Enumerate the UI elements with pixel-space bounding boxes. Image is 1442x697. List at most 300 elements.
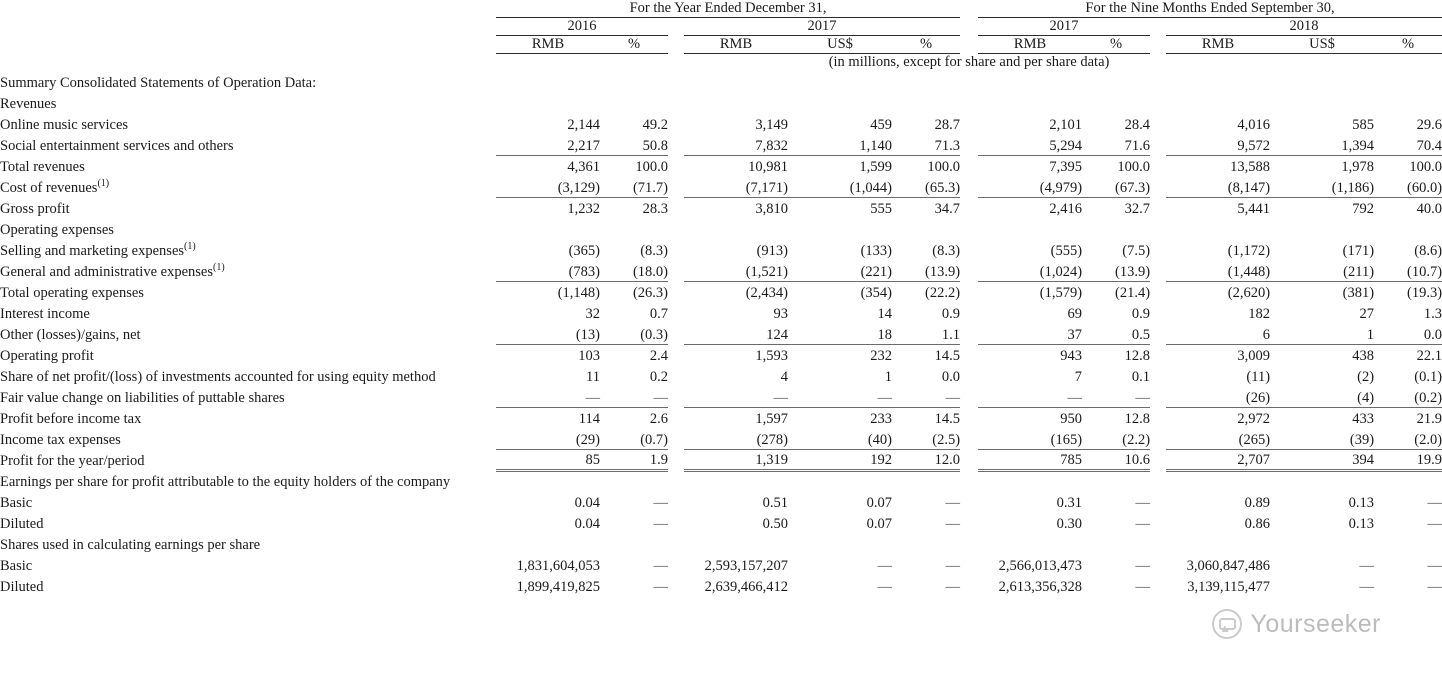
column-gap [960, 428, 978, 449]
cell-value [892, 218, 960, 239]
cell-value: 7 [1074, 369, 1083, 385]
column-gap [960, 281, 978, 302]
cell-value: 5,294 [978, 134, 1082, 155]
column-gap [1150, 302, 1166, 323]
table-row [0, 260, 1442, 281]
cell-value: 3,009 [1237, 348, 1271, 364]
cell-value: (1,024) [978, 260, 1082, 281]
row-label: Interest income [0, 306, 90, 322]
cell-value: 2,593,157,207 [704, 558, 788, 574]
cell-value: (2.5) [892, 428, 960, 449]
column-gap [960, 239, 978, 260]
cell-value: 71.3 [892, 134, 960, 155]
year-2016: 2016 [496, 18, 668, 36]
cell-value: (13) [496, 323, 600, 344]
cell-value: 22.1 [1416, 348, 1442, 364]
cell-value [1166, 218, 1270, 239]
row-label: Shares used in calculating earnings per share [0, 537, 261, 553]
cell-value: 1,899,419,825 [516, 579, 600, 595]
column-gap [668, 113, 684, 134]
cell-value: 3,149 [755, 117, 788, 133]
cell-value [496, 470, 600, 491]
column-gap [960, 365, 978, 386]
cell-value: (8.3) [932, 243, 961, 259]
table-row [0, 344, 1442, 365]
cell-value: — [1427, 516, 1442, 532]
cell-value [978, 218, 1082, 239]
cell-value: 0.0 [1374, 323, 1442, 344]
cell-value: (1,579) [1039, 285, 1083, 301]
cell-value: — [1359, 579, 1375, 595]
cell-value: — [600, 386, 668, 407]
cell-value: 114 [578, 411, 600, 427]
cell-value [1082, 218, 1150, 239]
cell-value: (21.4) [1114, 285, 1151, 301]
column-gap [1150, 386, 1166, 407]
cell-value: 103 [578, 348, 600, 364]
table-row [0, 134, 1442, 155]
cell-value: 0.07 [866, 516, 892, 532]
cell-value: 12.0 [892, 449, 960, 470]
cell-value [496, 218, 600, 239]
cell-value: 0.04 [574, 495, 600, 511]
cell-value: 100.0 [635, 159, 668, 175]
cell-value: 2,566,013,473 [998, 558, 1083, 574]
cell-value: 943 [1060, 348, 1083, 364]
cell-value: (0.7) [600, 428, 668, 449]
cell-value: (11) [1246, 369, 1271, 385]
column-gap [668, 281, 684, 302]
units-note: (in millions, except for share and per share data) [828, 54, 1110, 70]
cell-value: 14.5 [934, 348, 961, 364]
table-row [0, 92, 1442, 113]
cell-value: — [1359, 558, 1375, 574]
cell-value: (2,434) [745, 285, 788, 301]
group-header-annual: For the Year Ended December 31, [496, 0, 960, 18]
cell-value: 18 [788, 323, 892, 344]
cell-value: 0.07 [866, 495, 892, 511]
cell-value: 0.5 [1082, 323, 1150, 344]
cell-value [1166, 533, 1270, 554]
table-row [0, 302, 1442, 323]
cell-value: 2.6 [649, 411, 668, 427]
cell-value: — [1135, 516, 1151, 532]
cell-value: (365) [568, 243, 600, 259]
cell-value: 792 [1352, 201, 1375, 217]
cell-value: — [1427, 558, 1442, 574]
column-gap [960, 575, 978, 596]
cell-value: 1,831,604,053 [516, 558, 600, 574]
cell-value: (40) [788, 428, 892, 449]
cell-value: 1,978 [1341, 159, 1375, 175]
column-gap [1150, 239, 1166, 260]
cell-value [600, 218, 668, 239]
column-gap [668, 260, 684, 281]
cell-value: (211) [1270, 260, 1374, 281]
cell-value: 69 [1067, 306, 1083, 322]
column-gap [668, 302, 684, 323]
cell-value: 19.9 [1374, 449, 1442, 470]
cell-value [892, 470, 960, 491]
cell-value: 3,060,847,486 [1186, 558, 1271, 574]
watermark-text: Yourseeker [1250, 609, 1381, 638]
unit-pct-2017: % [892, 36, 960, 54]
row-label: Share of net profit/(loss) of investments accounted for using equity method [0, 369, 436, 386]
cell-value: 459 [870, 117, 892, 133]
cell-value: 4,361 [567, 159, 600, 175]
table-row [0, 428, 1442, 449]
cell-value [978, 533, 1082, 554]
cell-value: 2,613,356,328 [998, 579, 1083, 595]
cell-value: (265) [1166, 428, 1270, 449]
row-label: Other (losses)/gains, net [0, 327, 141, 343]
row-label: General and administrative expenses$^{(1)}$ [0, 262, 225, 280]
cell-value: 192 [788, 449, 892, 470]
cell-value [1270, 92, 1374, 113]
cell-value: 14.5 [934, 411, 961, 427]
cell-value: 182 [1248, 306, 1271, 322]
cell-value [1270, 533, 1374, 554]
column-gap [960, 512, 978, 533]
cell-value: (13.9) [892, 260, 960, 281]
table-row [0, 155, 1442, 176]
cell-value: — [877, 579, 892, 595]
cell-value: 394 [1270, 449, 1374, 470]
cell-value: (7.5) [1122, 243, 1151, 259]
cell-value: 555 [870, 201, 892, 217]
cell-value [1374, 533, 1442, 554]
cell-value: (8.3) [640, 243, 668, 259]
column-gap [668, 344, 684, 365]
cell-value: (29) [496, 428, 600, 449]
cell-value: 37 [978, 323, 1082, 344]
table-row [0, 512, 1442, 533]
cell-value: 0.9 [941, 306, 961, 322]
cell-value: 1,597 [755, 411, 788, 427]
cell-value: (1,148) [557, 285, 600, 301]
cell-value: 6 [1166, 323, 1270, 344]
cell-value: (39) [1270, 428, 1374, 449]
column-gap [960, 449, 978, 470]
column-gap [1150, 260, 1166, 281]
cell-value: — [1082, 386, 1150, 407]
cell-value [684, 533, 788, 554]
cell-value: 28.3 [642, 201, 668, 217]
table-row [0, 113, 1442, 134]
cell-value: 0.7 [649, 306, 668, 322]
cell-value [788, 92, 892, 113]
column-gap [1150, 554, 1166, 575]
cell-value: 100.0 [927, 159, 961, 175]
cell-value: (8.6) [1414, 243, 1442, 259]
unit-usd-2018-9m: US$ [1270, 36, 1374, 54]
cell-value [684, 92, 788, 113]
table-body [0, 92, 1442, 596]
cell-value: 1 [884, 369, 892, 385]
column-gap [960, 470, 978, 491]
column-gap [668, 449, 684, 470]
cell-value: (2) [1357, 369, 1375, 385]
cell-value: — [653, 495, 668, 511]
cell-value: (1,044) [788, 176, 892, 197]
cell-value: (19.3) [1407, 285, 1442, 301]
cell-value: 1,232 [567, 201, 600, 217]
row-label: Cost of revenues$^{(1)}$ [0, 178, 110, 196]
row-label: Total revenues [0, 159, 85, 175]
cell-value: 32 [585, 306, 600, 322]
column-gap [960, 554, 978, 575]
cell-value: 2,416 [1049, 201, 1083, 217]
column-gap [1150, 134, 1166, 155]
cell-value: 3,810 [755, 201, 788, 217]
cell-value: (165) [978, 428, 1082, 449]
cell-value: 1,394 [1270, 134, 1374, 155]
unit-pct-2017-9m: % [1082, 36, 1150, 54]
cell-value: 4 [780, 369, 788, 385]
column-gap [668, 176, 684, 197]
group-header-nine-months: For the Nine Months Ended September 30, [978, 0, 1442, 18]
column-gap [668, 407, 684, 428]
unit-rmb-2017-9m: RMB [978, 36, 1082, 54]
cell-value: 433 [1352, 411, 1375, 427]
unit-pct-2018-9m: % [1374, 36, 1442, 54]
cell-value: (171) [1342, 243, 1375, 259]
cell-value: 1,140 [788, 134, 892, 155]
footnote-marker: (1) [213, 262, 225, 274]
cell-value [1374, 218, 1442, 239]
column-gap [960, 197, 978, 218]
row-label: Gross profit [0, 201, 70, 217]
unit-rmb-2018-9m: RMB [1166, 36, 1270, 54]
cell-value: 1,593 [755, 348, 788, 364]
year-2018-nine-months: 2018 [1166, 18, 1442, 36]
cell-value [788, 533, 892, 554]
column-gap [960, 323, 978, 344]
cell-value: (13.9) [1082, 260, 1150, 281]
cell-value: 2,144 [567, 117, 600, 133]
column-gap [668, 491, 684, 512]
cell-value: — [653, 516, 668, 532]
column-gap [1150, 428, 1166, 449]
cell-value: 0.31 [1056, 495, 1083, 511]
row-label: Diluted [0, 516, 44, 532]
column-gap [960, 407, 978, 428]
cell-value: 3,139,115,477 [1187, 579, 1271, 595]
column-gap [1150, 197, 1166, 218]
cell-value [496, 533, 600, 554]
cell-value: 2,101 [1049, 117, 1083, 133]
column-gap [1150, 470, 1166, 491]
cell-value: 34.7 [934, 201, 961, 217]
cell-value: (71.7) [600, 176, 668, 197]
column-gap [1150, 281, 1166, 302]
cell-value: — [1427, 579, 1442, 595]
cell-value [1166, 92, 1270, 113]
column-gap [960, 218, 978, 239]
table-row [0, 365, 1442, 386]
column-gap [668, 197, 684, 218]
column-gap [1150, 407, 1166, 428]
column-gap [960, 533, 978, 554]
cell-value: (354) [860, 285, 892, 301]
row-label: Earnings per share for profit attributable to the equity holders of the company [0, 474, 451, 491]
row-label: Operating profit [0, 348, 94, 364]
cell-value: 1.1 [892, 323, 960, 344]
cell-value [1166, 470, 1270, 491]
cell-value: 438 [1352, 348, 1375, 364]
table-row [0, 470, 1442, 491]
cell-value: — [1135, 495, 1151, 511]
cell-value: 2,972 [1237, 411, 1271, 427]
cell-value: 0.51 [762, 495, 788, 511]
cell-value [892, 533, 960, 554]
cell-value: (7,171) [684, 176, 788, 197]
column-gap [668, 155, 684, 176]
column-gap [1150, 512, 1166, 533]
cell-value: 21.9 [1416, 411, 1442, 427]
column-gap [1150, 575, 1166, 596]
row-label: Profit before income tax [0, 411, 142, 427]
section-title: Summary Consolidated Statements of Operation Data: [0, 75, 317, 91]
column-gap [1150, 365, 1166, 386]
cell-value [788, 470, 892, 491]
column-gap [668, 323, 684, 344]
cell-value: (26) [1166, 386, 1270, 407]
cell-value [600, 533, 668, 554]
cell-value: 71.6 [1082, 134, 1150, 155]
cell-value [1082, 470, 1150, 491]
cell-value: 2.4 [649, 348, 668, 364]
cell-value: 32.7 [1124, 201, 1151, 217]
cell-value: (2,620) [1227, 285, 1271, 301]
cell-value: — [978, 386, 1082, 407]
cell-value: — [1427, 495, 1442, 511]
cell-value: 1.3 [1423, 306, 1442, 322]
cell-value: 49.2 [642, 117, 668, 133]
cell-value: 232 [870, 348, 892, 364]
footnote-marker: (1) [97, 178, 110, 190]
cell-value [1082, 533, 1150, 554]
cell-value: 950 [1060, 411, 1083, 427]
cell-value: 4,016 [1237, 117, 1271, 133]
cell-value: 1,599 [859, 159, 892, 175]
cell-value: 5,441 [1237, 201, 1271, 217]
header-unit-row [0, 36, 1442, 54]
column-gap [1150, 113, 1166, 134]
row-label: Income tax expenses [0, 432, 121, 448]
cell-value: 7,395 [1049, 159, 1083, 175]
footnote-marker: (1) [184, 241, 196, 253]
column-gap [668, 470, 684, 491]
cell-value: (0.2) [1374, 386, 1442, 407]
column-gap [960, 113, 978, 134]
cell-value: 27 [1359, 306, 1375, 322]
cell-value: 14 [877, 306, 892, 322]
cell-value [684, 470, 788, 491]
table-row [0, 197, 1442, 218]
cell-value: 28.7 [934, 117, 961, 133]
table-row [0, 554, 1442, 575]
cell-value: — [653, 558, 668, 574]
cell-value: 585 [1352, 117, 1375, 133]
row-label: Operating expenses [0, 222, 114, 238]
column-gap [668, 239, 684, 260]
cell-value: — [945, 579, 961, 595]
year-2017-nine-months: 2017 [978, 18, 1150, 36]
cell-value: — [1135, 558, 1151, 574]
header-note-row [0, 54, 1442, 72]
cell-value [1270, 218, 1374, 239]
unit-usd-2017: US$ [788, 36, 892, 54]
column-gap [668, 92, 684, 113]
header-group-row [0, 0, 1442, 18]
cell-value: (2.0) [1374, 428, 1442, 449]
cell-value: — [1135, 579, 1151, 595]
cell-value: — [945, 558, 961, 574]
table-row [0, 323, 1442, 344]
cell-value: 93 [773, 306, 788, 322]
column-gap [960, 155, 978, 176]
row-label: Profit for the year/period [0, 453, 145, 469]
cell-value: (1,186) [1270, 176, 1374, 197]
column-gap [668, 512, 684, 533]
cell-value: (913) [756, 243, 788, 259]
header-year-row [0, 18, 1442, 36]
cell-value: 2,707 [1166, 449, 1270, 470]
cell-value [788, 218, 892, 239]
column-gap [960, 302, 978, 323]
cell-value: 1.9 [600, 449, 668, 470]
cell-value: (0.3) [600, 323, 668, 344]
column-gap [960, 92, 978, 113]
cell-value: 12.8 [1124, 411, 1151, 427]
cell-value [496, 92, 600, 113]
cell-value: 785 [978, 449, 1082, 470]
column-gap [1150, 155, 1166, 176]
column-gap [668, 218, 684, 239]
cell-value: 1,319 [684, 449, 788, 470]
cell-value: 2,639,466,412 [704, 579, 788, 595]
cell-value: 0.89 [1244, 495, 1271, 511]
cell-value: (3,129) [496, 176, 600, 197]
row-label: Revenues [0, 96, 57, 112]
row-label: Diluted [0, 579, 44, 595]
cell-value: (1,521) [684, 260, 788, 281]
cell-value: 0.2 [649, 369, 668, 385]
watermark [1212, 609, 1381, 639]
unit-rmb-2017: RMB [684, 36, 788, 54]
column-gap [1150, 218, 1166, 239]
cell-value: (18.0) [600, 260, 668, 281]
cell-value: (278) [684, 428, 788, 449]
cell-value: 2,217 [496, 134, 600, 155]
cell-value [1082, 92, 1150, 113]
cell-value [1270, 470, 1374, 491]
cell-value [684, 218, 788, 239]
cell-value: (221) [788, 260, 892, 281]
column-gap [960, 260, 978, 281]
column-gap [668, 533, 684, 554]
cell-value: 13,588 [1230, 159, 1271, 175]
cell-value: 0.13 [1348, 495, 1375, 511]
cell-value [600, 470, 668, 491]
cell-value: (65.3) [892, 176, 960, 197]
wechat-icon [1212, 609, 1242, 639]
unit-rmb-2016: RMB [496, 36, 600, 54]
table-row [0, 449, 1442, 470]
table-row [0, 281, 1442, 302]
table-row [0, 575, 1442, 596]
